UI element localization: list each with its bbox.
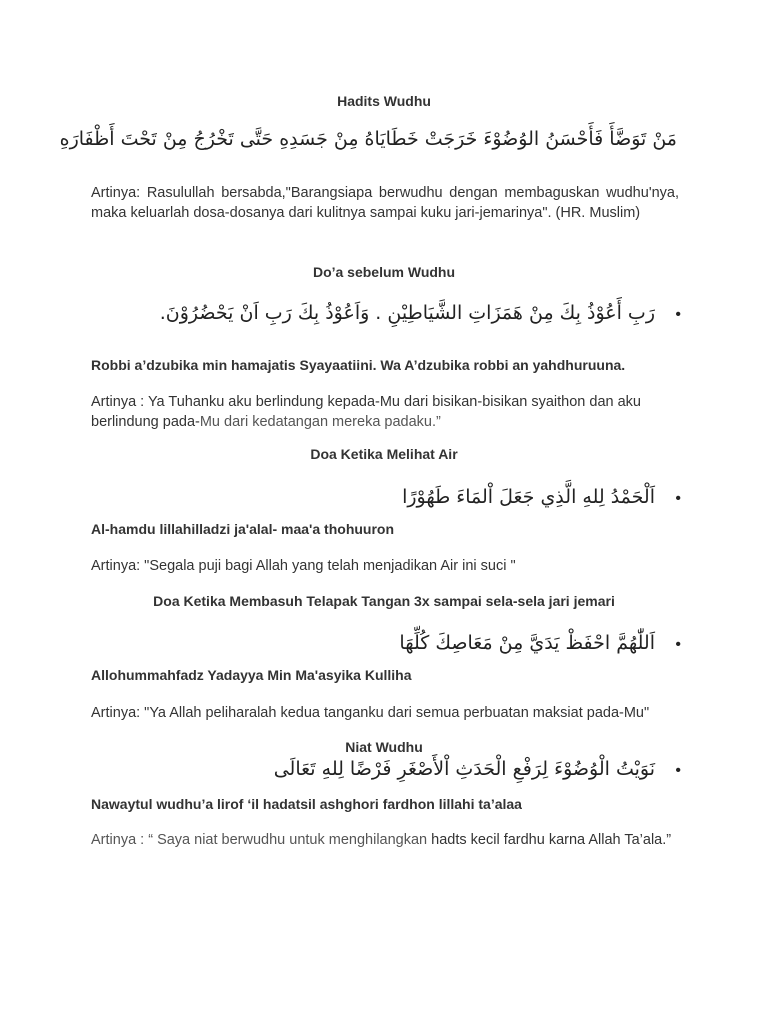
meaning-doa-sebelum-part2: Mu dari kedatangan mereka padaku.” xyxy=(199,414,441,430)
arabic-text-hadits: مَنْ تَوَضَّأَ فَأَحْسَنُ الوُضُوْءَ خَرَجَتْ خَطَايَاهُ مِنْ جَسَدِهِ حَتَّى تَخْرُجُ مِنْ تَحْتَ أَظْفَارَهِ xyxy=(59,128,677,150)
section-title-doa-membasuh-tangan: Doa Ketika Membasuh Telapak Tangan 3x sampai sela-sela jari jemari xyxy=(153,593,615,609)
meaning-melihat-air: Artinya: "Segala puji bagi Allah yang telah menjadikan Air ini suci " xyxy=(91,558,516,574)
bullet-icon: • xyxy=(675,306,681,323)
latin-niat-wudhu: Nawaytul wudhu’a lirof ‘il hadatsil ashghori fardhon lillahi ta’alaa xyxy=(91,796,522,812)
section-title-doa-sebelum-wudhu: Do’a sebelum Wudhu xyxy=(312,264,456,280)
section-title-niat-wudhu: Niat Wudhu xyxy=(345,739,423,755)
meaning-niat-wudhu xyxy=(91,830,679,850)
bullet-icon: • xyxy=(675,762,681,779)
bullet-icon: • xyxy=(675,636,681,653)
section-title-doa-melihat-air: Doa Ketika Melihat Air xyxy=(310,446,458,462)
meaning-hadits: Artinya: Rasulullah bersabda,"Barangsiapa berwudhu dengan membaguskan wudhu'nya, maka keluarlah dosa-dosanya dari kulitnya sampai kuku jari-jemarinya". (HR. Muslim) xyxy=(91,185,679,221)
arabic-row-melihat-air xyxy=(91,486,681,516)
meaning-membasuh-tangan: Artinya: "Ya Allah peliharalah kedua tanganku dari semua perbuatan maksiat pada-Mu" xyxy=(91,705,650,721)
arabic-text-melihat-air: اَلْحَمْدُ لِلهِ الَّذِي جَعَلَ اْلمَاءَ طَهُوْرًا xyxy=(402,486,655,508)
bullet-icon: • xyxy=(675,490,681,507)
latin-melihat-air: Al-hamdu lillahilladzi ja'alal- maa'a thohuuron xyxy=(91,521,395,537)
arabic-row-membasuh-tangan xyxy=(91,632,681,662)
arabic-row-doa-sebelum xyxy=(91,302,681,332)
latin-doa-sebelum: Robbi a’dzubika min hamajatis Syayaatiini. Wa A’dzubika robbi an yahdhuruuna. xyxy=(91,357,626,373)
arabic-text-niat-wudhu: نَوَيْتُ الْوُضُوْءَ لِرَفْعِ الْحَدَثِ اْلأَصْغَرِ فَرْضًا لِلهِ تَعَالَى xyxy=(273,758,655,780)
meaning-doa-sebelum-part1: Artinya : Ya Tuhanku aku berlindung kepada-Mu dari bisikan-bisikan syaithon dan aku berlindung pada- xyxy=(91,394,641,430)
meaning-doa-sebelum xyxy=(91,392,679,432)
arabic-text-membasuh-tangan: اَللّٰهُمَّ احْفَظْ يَدَيَّ مِنْ مَعَاصِكَ كُلِّهَا xyxy=(399,632,655,654)
arabic-row-niat-wudhu xyxy=(91,758,681,788)
arabic-text-doa-sebelum: رَبِ أَعُوْذُ بِكَ مِنْ هَمَزَاتِ الشَّيَاطِيْنِ . وَاَعُوْذُ بِكَ رَبِ اَنْ يَحْضُرُوْنَ. xyxy=(159,302,655,324)
meaning-niat-wudhu-part2: hadts kecil fardhu karna Allah Ta’ala.” xyxy=(431,832,672,848)
section-title-hadits-wudhu: Hadits Wudhu xyxy=(337,93,431,109)
latin-membasuh-tangan: Allohummahfadz Yadayya Min Ma'asyika Kulliha xyxy=(91,667,412,683)
meaning-niat-wudhu-part1: Artinya : “ Saya niat berwudhu untuk menghilangkan xyxy=(91,832,432,848)
